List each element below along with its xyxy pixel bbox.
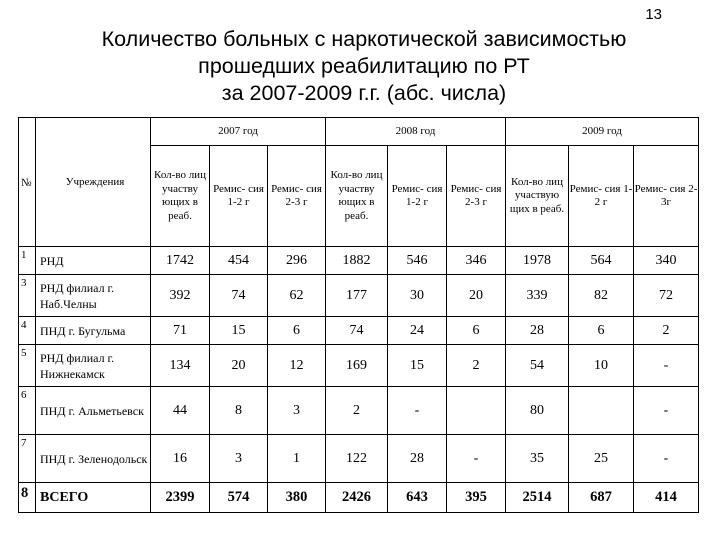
table-row [19, 317, 699, 345]
header-2007-remission-2-3: Ремис- сия 2-3 г [268, 146, 326, 247]
row-institution: ПНД г. Зеленодольск [36, 435, 151, 483]
cell-value: 28 [506, 317, 569, 345]
cell-value: 28 [388, 435, 447, 483]
cell-value: 15 [388, 345, 447, 387]
cell-value: 54 [506, 345, 569, 387]
cell-value: - [447, 435, 506, 483]
cell-value: 6 [569, 317, 634, 345]
header-2008-participants: Кол-во лиц участву ющих в реаб. [326, 146, 388, 247]
cell-value: 72 [634, 275, 699, 317]
header-2007-participants: Кол-во лиц участву ющих в реаб. [151, 146, 210, 247]
cell-value: 6 [447, 317, 506, 345]
table-row [19, 275, 699, 317]
cell-value: - [634, 435, 699, 483]
table-row-total [19, 483, 699, 513]
cell-value: 454 [210, 247, 268, 275]
header-2009-remission-1-2: Ремис- сия 1-2 г [569, 146, 634, 247]
row-institution: РНД филиал г. Нижнекамск [36, 345, 151, 387]
row-institution: РНД филиал г. Наб.Челны [36, 275, 151, 317]
cell-value: 62 [268, 275, 326, 317]
cell-value: 296 [268, 247, 326, 275]
cell-value: 44 [151, 387, 210, 435]
cell-value: 12 [268, 345, 326, 387]
cell-value: 2 [634, 317, 699, 345]
rehab-statistics-table [18, 117, 699, 513]
cell-value: 20 [447, 275, 506, 317]
cell-value: 1978 [506, 247, 569, 275]
page-number: 13 [645, 6, 662, 23]
header-2009-remission-2-3: Ремис- сия 2-3г [634, 146, 699, 247]
header-2009-participants: Кол-во лиц участвую щих в реаб. [506, 146, 569, 247]
cell-value: - [388, 387, 447, 435]
row-num: 6 [19, 387, 36, 435]
cell-value: 16 [151, 435, 210, 483]
cell-value: 414 [634, 483, 699, 513]
cell-value: 380 [268, 483, 326, 513]
cell-value: 2 [447, 345, 506, 387]
cell-value [447, 387, 506, 435]
header-2008-remission-2-3: Ремис- сия 2-3 г [447, 146, 506, 247]
cell-value: 134 [151, 345, 210, 387]
row-institution: ПНД г. Бугульма [36, 317, 151, 345]
cell-value: 643 [388, 483, 447, 513]
table-row [19, 247, 699, 275]
cell-value: 392 [151, 275, 210, 317]
cell-value: - [634, 387, 699, 435]
cell-value: 2514 [506, 483, 569, 513]
cell-value: 71 [151, 317, 210, 345]
cell-value [569, 387, 634, 435]
cell-value: 1882 [326, 247, 388, 275]
cell-value: 3 [268, 387, 326, 435]
cell-value: 177 [326, 275, 388, 317]
cell-value: 574 [210, 483, 268, 513]
cell-value: 339 [506, 275, 569, 317]
cell-value: 1742 [151, 247, 210, 275]
cell-value: 80 [506, 387, 569, 435]
cell-value: 10 [569, 345, 634, 387]
cell-value: 82 [569, 275, 634, 317]
cell-value: 1 [268, 435, 326, 483]
cell-value: 2426 [326, 483, 388, 513]
cell-value: 24 [388, 317, 447, 345]
cell-value: - [634, 345, 699, 387]
header-row-years [19, 118, 699, 146]
table-row [19, 345, 699, 387]
table-row [19, 435, 699, 483]
cell-value: 546 [388, 247, 447, 275]
row-num: 4 [19, 317, 36, 345]
cell-value: 25 [569, 435, 634, 483]
cell-value: 169 [326, 345, 388, 387]
cell-value: 6 [268, 317, 326, 345]
cell-value: 687 [569, 483, 634, 513]
cell-value: 15 [210, 317, 268, 345]
header-2007-remission-1-2: Ремис- сия 1-2 г [210, 146, 268, 247]
cell-value: 2399 [151, 483, 210, 513]
row-num: 7 [19, 435, 36, 483]
table-row [19, 387, 699, 435]
cell-value: 74 [210, 275, 268, 317]
row-num: 1 [19, 247, 36, 275]
row-num: 8 [19, 483, 36, 513]
cell-value: 122 [326, 435, 388, 483]
cell-value: 564 [569, 247, 634, 275]
cell-value: 340 [634, 247, 699, 275]
title-line-2: прошедших реабилитацию по РТ [198, 54, 530, 78]
row-num: 5 [19, 345, 36, 387]
title-line-3: за 2007-2009 г.г. (абс. числа) [221, 81, 507, 105]
row-institution: ПНД г. Альметьевск [36, 387, 151, 435]
cell-value: 3 [210, 435, 268, 483]
header-year-2009: 2009 год [506, 118, 699, 146]
header-2008-remission-1-2: Ремис- сия 1-2 г [388, 146, 447, 247]
cell-value: 20 [210, 345, 268, 387]
title-line-1: Количество больных с наркотической зависимостью [101, 27, 627, 51]
row-institution: РНД [36, 247, 151, 275]
header-year-2008: 2008 год [326, 118, 506, 146]
cell-value: 74 [326, 317, 388, 345]
cell-value: 35 [506, 435, 569, 483]
cell-value: 8 [210, 387, 268, 435]
row-num: 3 [19, 275, 36, 317]
header-year-2007: 2007 год [151, 118, 326, 146]
header-institution: Учреждения [36, 118, 151, 247]
cell-value: 30 [388, 275, 447, 317]
cell-value: 346 [447, 247, 506, 275]
cell-value: 2 [326, 387, 388, 435]
header-num: № [19, 118, 36, 247]
cell-value: 395 [447, 483, 506, 513]
row-institution: ВСЕГО [36, 483, 151, 513]
document-title [0, 26, 720, 107]
